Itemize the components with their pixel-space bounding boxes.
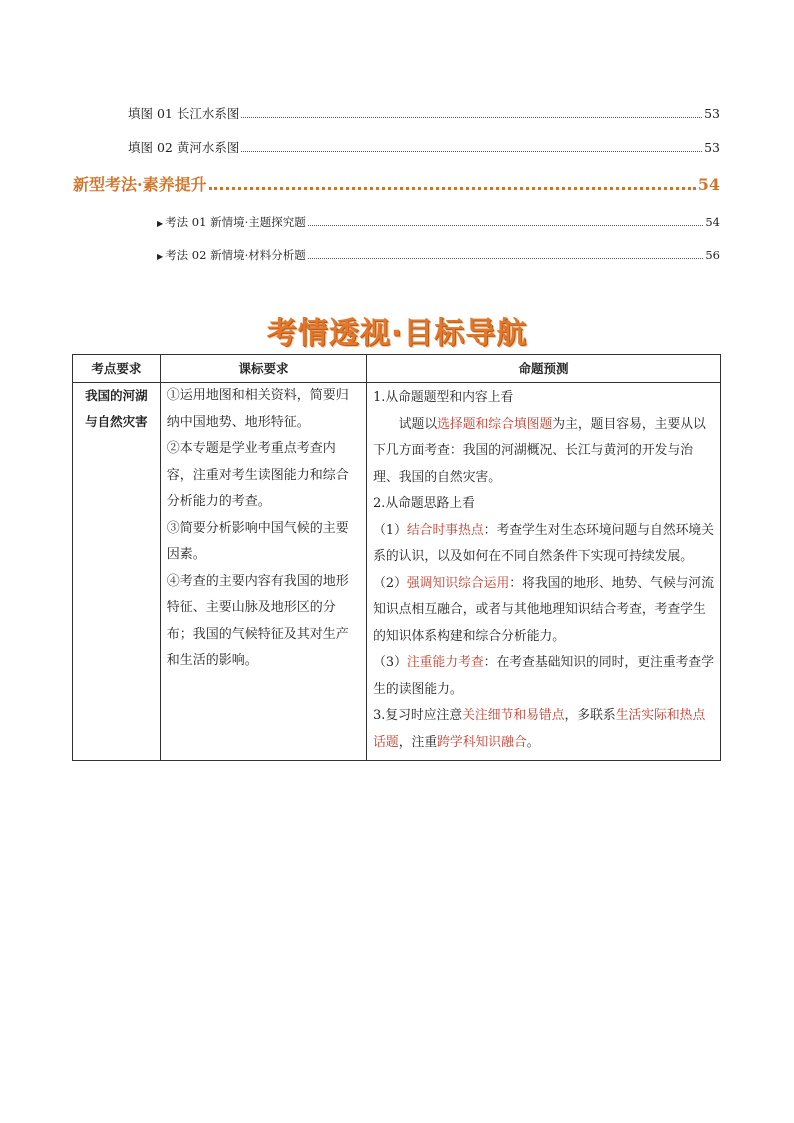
text-run: ：将我国的地形、地势、气候与河流知识点相互融合，或者与其他地理知识结合考查，考查学生的知识体系构建和综合分析能力。 — [373, 575, 714, 644]
header-cell: 命题预测 — [367, 355, 721, 383]
highlight-text: 选择题和综合填图题 — [437, 416, 553, 432]
toc-item[interactable] — [157, 247, 720, 263]
toc-leader — [209, 186, 696, 190]
highlight-text: 结合时事热点 — [406, 522, 484, 538]
prediction-paragraph — [373, 703, 714, 756]
text-run: ：考查学生对生态环境问题与自然环境关系的认识，以及如何在不同自然条件下实现可持续发展。 — [373, 522, 714, 564]
table-row — [73, 383, 721, 761]
toc-item[interactable] — [157, 214, 720, 230]
toc-page-number: 56 — [705, 248, 720, 262]
toc-item[interactable] — [128, 104, 720, 122]
toc-section-label: 新型考法·素养提升 — [73, 175, 207, 194]
toc-leader — [308, 257, 704, 259]
point-number: （1） — [373, 522, 407, 538]
requirement-item: ④考查的主要内容有我国的地形特征、主要山脉及地形区的分布；我国的气候特征及其对生产和生活的影响。 — [166, 573, 349, 668]
text-run: ，注重 — [398, 734, 438, 750]
toc-item-label: 填图 02 黄河水系图 — [128, 140, 240, 155]
highlight-text: 生活实际和热点话题 — [373, 708, 706, 750]
requirements-cell — [160, 383, 366, 761]
toc-page-number: 54 — [697, 175, 720, 194]
toc-page-number: 54 — [705, 215, 720, 229]
prediction-point — [373, 518, 714, 571]
requirement-item: ①运用地图和相关资料，简要归纳中国地势、地形特征。 — [166, 388, 349, 430]
prediction-point — [373, 650, 714, 703]
text-run: ：在考查基础知识的同时，更注重考查学生的读图能力。 — [373, 655, 714, 697]
text-run: ，多联系 — [564, 708, 616, 723]
requirement-item: ③简要分析影响中国气候的主要因素。 — [166, 520, 349, 562]
prediction-paragraph — [373, 412, 714, 492]
toc-item-label: 考法 02 新情境·材料分析题 — [165, 248, 306, 262]
exam-analysis-table — [72, 354, 721, 761]
highlight-text: 关注细节和易错点 — [462, 708, 565, 723]
prediction-heading: 1.从命题题型和内容上看 — [373, 390, 514, 405]
header-cell: 课标要求 — [160, 355, 366, 383]
text-run: 为主，题目容易，主要从以下几方面考查：我国的河湖概况、长江与黄河的开发与治理、我国的自然灾害。 — [373, 416, 706, 485]
topic-line: 我国的河湖 — [85, 388, 148, 403]
point-number: （2） — [373, 575, 407, 591]
triangle-marker-icon: ▶ — [157, 219, 164, 228]
toc-leader — [308, 224, 704, 226]
highlight-text: 跨学科知识融合 — [437, 734, 527, 750]
header-cell: 考点要求 — [73, 355, 161, 383]
toc-leader — [241, 116, 702, 118]
requirement-item: ②本专题是学业考重点考查内容，注重对考生读图能力和综合分析能力的考查。 — [166, 441, 349, 509]
highlight-text: 强调知识综合运用 — [406, 575, 510, 591]
prediction-point — [373, 571, 714, 651]
highlight-text: 注重能力考查 — [406, 655, 484, 670]
text-run: 试题以 — [398, 416, 438, 432]
text-run: 。 — [526, 734, 540, 750]
table-header-row — [73, 355, 721, 383]
triangle-marker-icon: ▶ — [157, 252, 164, 261]
text-run: 3.复习时应注意 — [373, 708, 463, 723]
topic-cell — [73, 383, 161, 761]
toc-page-number: 53 — [704, 140, 720, 155]
toc-leader — [241, 150, 702, 152]
prediction-heading: 2.从命题思路上看 — [373, 496, 475, 511]
point-number: （3） — [373, 655, 407, 670]
toc-item[interactable] — [128, 138, 720, 156]
toc-page-number: 53 — [704, 106, 720, 121]
toc-item-label: 考法 01 新情境·主题探究题 — [165, 215, 306, 229]
prediction-cell — [367, 383, 721, 761]
section-banner-title: 考情透视·目标导航 — [266, 316, 528, 351]
toc-item-label: 填图 01 长江水系图 — [128, 106, 240, 121]
topic-line: 与自然灾害 — [85, 414, 148, 429]
toc-section[interactable] — [73, 172, 720, 195]
